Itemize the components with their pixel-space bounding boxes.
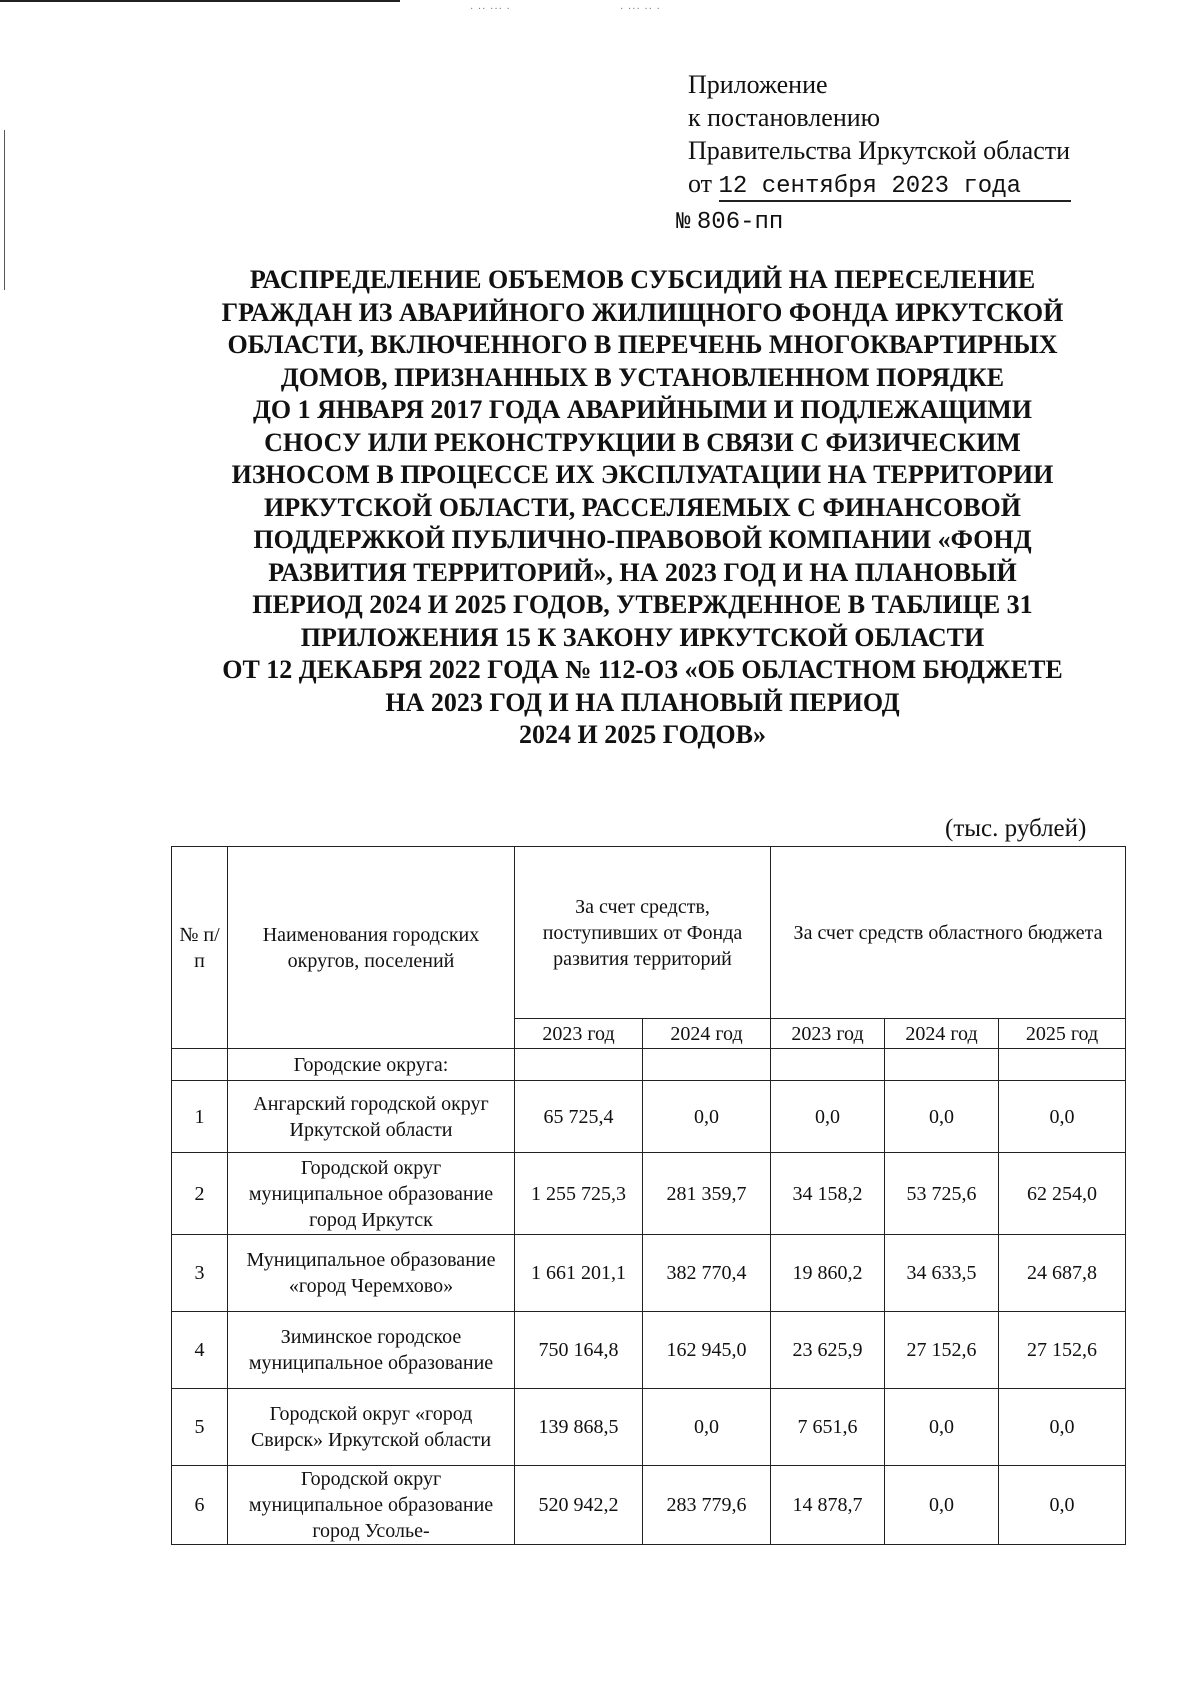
row-value: 14 878,7 (771, 1466, 885, 1545)
row-value: 0,0 (643, 1081, 771, 1153)
row-value: 139 868,5 (515, 1389, 643, 1466)
section-num-cell (172, 1049, 228, 1081)
header-regional-year: 2024 год (885, 1019, 999, 1049)
row-value: 0,0 (999, 1081, 1126, 1153)
scan-speck: · ··· ·· · (620, 4, 661, 15)
empty-cell (515, 1049, 643, 1081)
appendix-line-2: к постановлению (688, 103, 881, 132)
row-municipality-name: Городской округ муниципальное образование город Иркутск (228, 1153, 515, 1235)
title-line: ГРАЖДАН ИЗ АВАРИЙНОГО ЖИЛИЩНОГО ФОНДА ИРКУТСКОЙ (221, 297, 1064, 327)
row-number: 6 (172, 1466, 228, 1545)
section-label: Городские округа: (228, 1049, 515, 1081)
empty-cell (771, 1049, 885, 1081)
appendix-date-prefix: от (688, 169, 713, 198)
left-margin-mark (4, 130, 5, 290)
header-regional: За счет средств областного бюджета (771, 847, 1126, 1019)
row-value: 0,0 (885, 1081, 999, 1153)
row-value: 382 770,4 (643, 1235, 771, 1312)
appendix-date-line (688, 167, 1071, 203)
header-num: № п/п (172, 847, 228, 1049)
title-line: РАЗВИТИЯ ТЕРРИТОРИЙ», НА 2023 ГОД И НА ПЛАНОВЫЙ (268, 557, 1017, 587)
scan-speck: · ·· ··· · (470, 4, 511, 15)
title-line: РАСПРЕДЕЛЕНИЕ ОБЪЕМОВ СУБСИДИЙ НА ПЕРЕСЕЛЕНИЕ (249, 265, 1036, 294)
appendix-number: 806-пп (696, 209, 784, 236)
title-line: СНОСУ ИЛИ РЕКОНСТРУКЦИИ В СВЯЗИ С ФИЗИЧЕСКИМ (264, 427, 1021, 457)
appendix-date: 12 сентября 2023 года (719, 173, 1071, 202)
row-value: 1 255 725,3 (515, 1153, 643, 1235)
title-line: ИЗНОСОМ В ПРОЦЕССЕ ИХ ЭКСПЛУАТАЦИИ НА ТЕРРИТОРИИ (231, 460, 1054, 489)
row-value: 520 942,2 (515, 1466, 643, 1545)
header-regional-year: 2025 год (999, 1019, 1126, 1049)
row-municipality-name: Городской округ «город Свирск» Иркутской области (228, 1389, 515, 1466)
row-value: 19 860,2 (771, 1235, 885, 1312)
header-regional-year: 2023 год (771, 1019, 885, 1049)
header-name: Наименования городских округов, поселений (228, 847, 515, 1049)
title-line: НА 2023 ГОД И НА ПЛАНОВЫЙ ПЕРИОД (385, 687, 900, 717)
empty-cell (999, 1049, 1126, 1081)
title-line: ДОМОВ, ПРИЗНАННЫХ В УСТАНОВЛЕННОМ ПОРЯДКЕ (280, 362, 1005, 392)
title-line: ИРКУТСКОЙ ОБЛАСТИ, РАССЕЛЯЕМЫХ С ФИНАНСОВОЙ (263, 492, 1022, 522)
appendix-line-3: Правительства Иркутской области (688, 136, 1071, 165)
row-value: 27 152,6 (999, 1312, 1126, 1389)
units-label: (тыс. рублей) (945, 815, 1087, 842)
row-number: 5 (172, 1389, 228, 1466)
appendix-number-prefix: № (676, 209, 691, 236)
row-value: 53 725,6 (885, 1153, 999, 1235)
row-number: 1 (172, 1081, 228, 1153)
subsidy-table (171, 846, 1126, 1545)
empty-cell (885, 1049, 999, 1081)
row-value: 0,0 (643, 1389, 771, 1466)
appendix-line-1: Приложение (688, 70, 828, 99)
header-fund-year: 2023 год (515, 1019, 643, 1049)
section-row (172, 1049, 1126, 1081)
appendix-block (676, 68, 1071, 239)
title-line: 2024 И 2025 ГОДОВ» (519, 720, 766, 749)
empty-cell (643, 1049, 771, 1081)
row-value: 0,0 (885, 1466, 999, 1545)
header-fund-year: 2024 год (643, 1019, 771, 1049)
row-value: 283 779,6 (643, 1466, 771, 1545)
row-municipality-name: Ангарский городской округ Иркутской области (228, 1081, 515, 1153)
row-municipality-name: Зиминское городское муниципальное образование (228, 1312, 515, 1389)
table-row (172, 1153, 1126, 1235)
row-value: 0,0 (885, 1389, 999, 1466)
header-fund: За счет средств, поступивших от Фонда развития территорий (515, 847, 771, 1019)
row-value: 162 945,0 (643, 1312, 771, 1389)
appendix-number-line (676, 203, 1071, 239)
subsidy-table-body (172, 847, 1126, 1545)
row-value: 24 687,8 (999, 1235, 1126, 1312)
table-row (172, 1466, 1126, 1545)
title-line: ПЕРИОД 2024 И 2025 ГОДОВ, УТВЕРЖДЕННОЕ В ТАБЛИЦЕ 31 (252, 590, 1033, 619)
table-row (172, 1235, 1126, 1312)
document-title (175, 264, 1110, 752)
row-value: 34 158,2 (771, 1153, 885, 1235)
row-value: 0,0 (771, 1081, 885, 1153)
row-municipality-name: Муниципальное образование «город Черемхово» (228, 1235, 515, 1312)
row-value: 27 152,6 (885, 1312, 999, 1389)
top-border-line (0, 0, 400, 2)
row-number: 2 (172, 1153, 228, 1235)
row-municipality-name: Городской округ муниципальное образование город Усолье- (228, 1466, 515, 1545)
row-value: 7 651,6 (771, 1389, 885, 1466)
title-line: ОТ 12 ДЕКАБРЯ 2022 ГОДА № 112-ОЗ «ОБ ОБЛАСТНОМ БЮДЖЕТЕ (222, 655, 1063, 684)
row-number: 4 (172, 1312, 228, 1389)
row-value: 281 359,7 (643, 1153, 771, 1235)
table-row (172, 1081, 1126, 1153)
row-value: 34 633,5 (885, 1235, 999, 1312)
title-line: ПРИЛОЖЕНИЯ 15 К ЗАКОНУ ИРКУТСКОЙ ОБЛАСТИ (300, 622, 985, 652)
row-number: 3 (172, 1235, 228, 1312)
row-value: 1 661 201,1 (515, 1235, 643, 1312)
header-row (172, 847, 1126, 1019)
title-line: ДО 1 ЯНВАРЯ 2017 ГОДА АВАРИЙНЫМИ И ПОДЛЕЖАЩИМИ (252, 395, 1033, 424)
row-value: 62 254,0 (999, 1153, 1126, 1235)
row-value: 0,0 (999, 1466, 1126, 1545)
title-line: ПОДДЕРЖКОЙ ПУБЛИЧНО-ПРАВОВОЙ КОМПАНИИ «ФОНД (253, 525, 1032, 554)
table-row (172, 1389, 1126, 1466)
title-line: ОБЛАСТИ, ВКЛЮЧЕННОГО В ПЕРЕЧЕНЬ МНОГОКВАРТИРНЫХ (227, 330, 1058, 359)
row-value: 0,0 (999, 1389, 1126, 1466)
row-value: 23 625,9 (771, 1312, 885, 1389)
row-value: 750 164,8 (515, 1312, 643, 1389)
table-row (172, 1312, 1126, 1389)
row-value: 65 725,4 (515, 1081, 643, 1153)
